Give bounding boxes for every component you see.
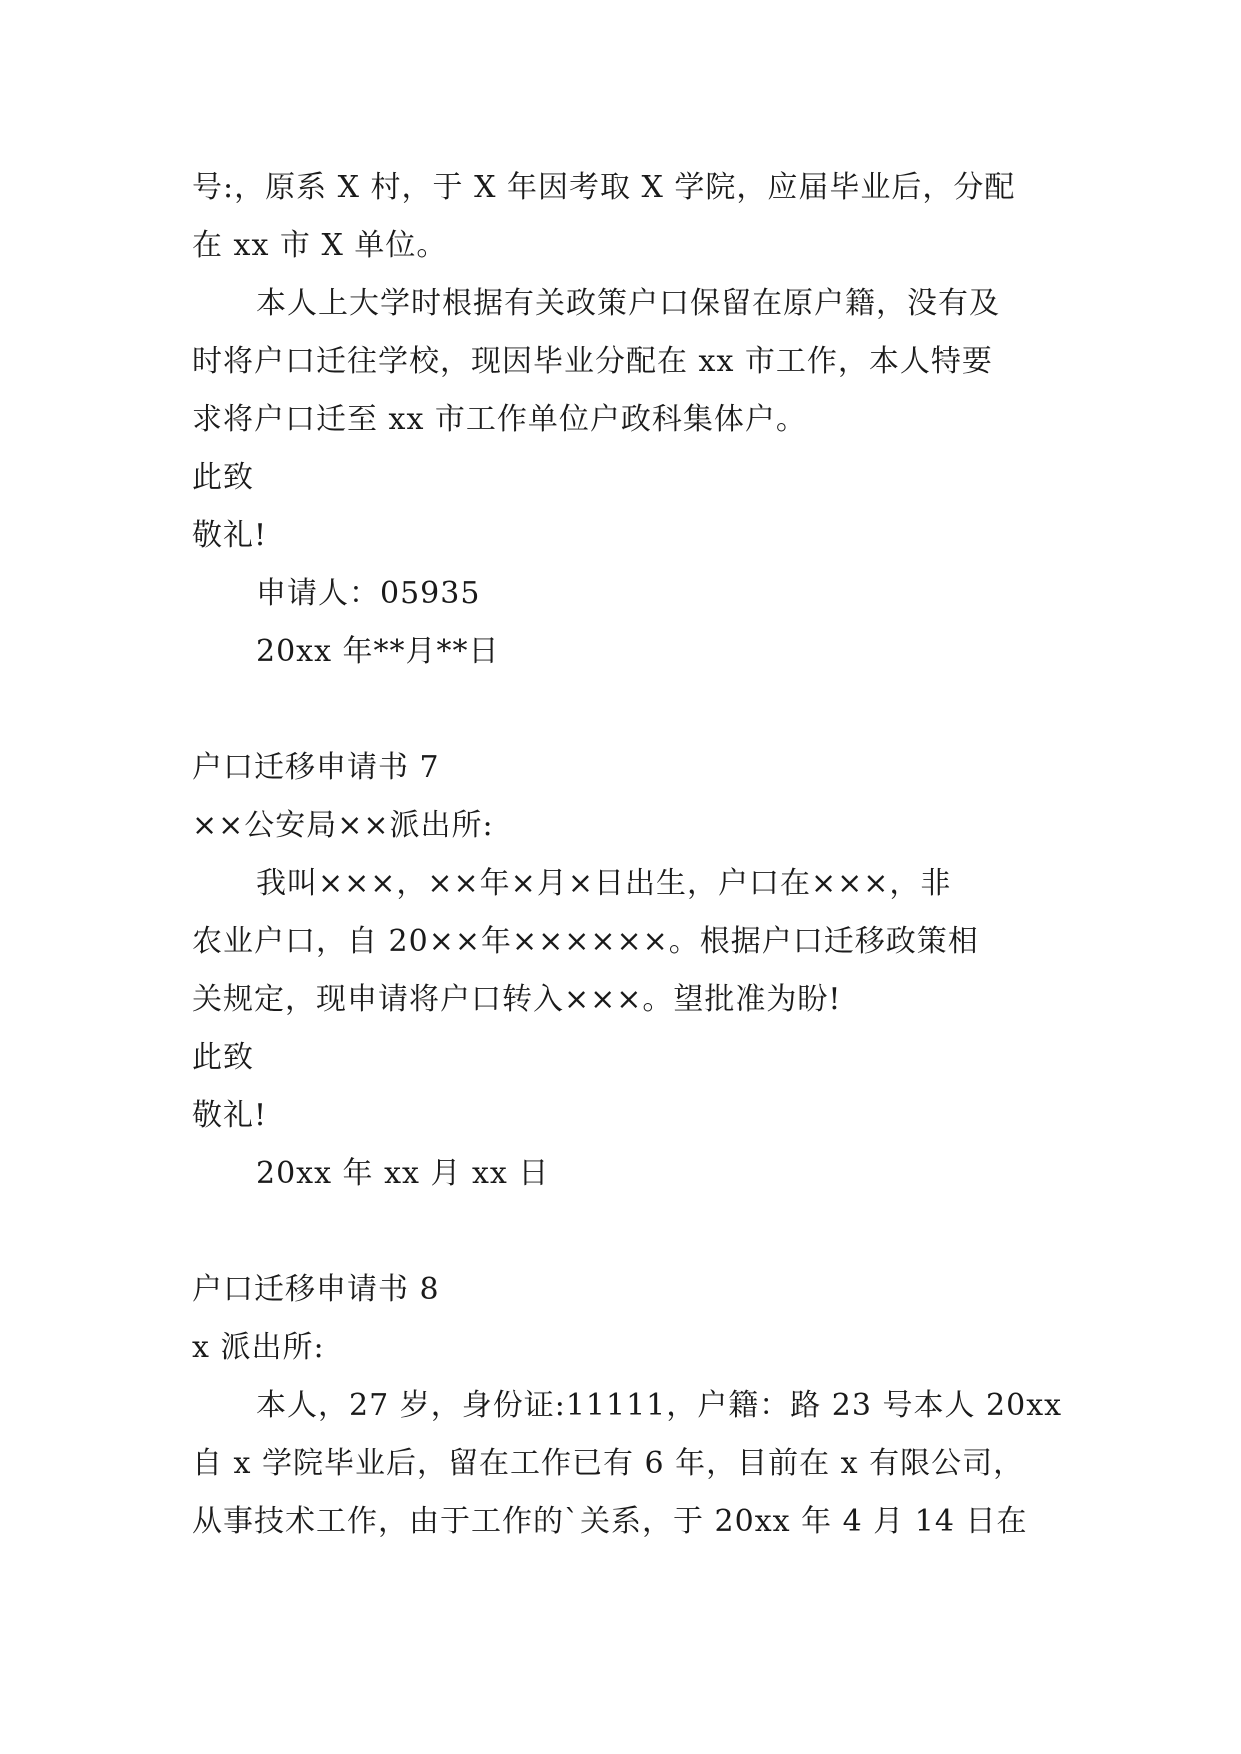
body-text-line: 号:，原系 X 村，于 X 年因考取 X 学院，应届毕业后，分配	[192, 170, 1016, 205]
applicant-signature: 申请人：05935	[256, 576, 481, 611]
addressee-line: x 派出所:	[192, 1330, 325, 1365]
body-text-line: 关规定，现申请将户口转入×××。望批准为盼!	[192, 982, 842, 1017]
closing-regards: 敬礼!	[192, 1098, 268, 1133]
paragraph-first-line: 本人上大学时根据有关政策户口保留在原户籍，没有及	[256, 286, 1000, 321]
date-line: 20xx 年**月**日	[256, 634, 500, 669]
date-line: 20xx 年 xx 月 xx 日	[256, 1156, 550, 1191]
body-text-line: 从事技术工作，由于工作的`关系，于 20xx 年 4 月 14 日在	[192, 1504, 1028, 1539]
addressee-line: ××公安局××派出所:	[192, 808, 494, 843]
body-text-line: 求将户口迁至 xx 市工作单位户政科集体户。	[192, 402, 807, 437]
body-text-line: 时将户口迁往学校，现因毕业分配在 xx 市工作，本人特要	[192, 344, 993, 379]
body-text-line: 自 x 学院毕业后，留在工作已有 6 年，目前在 x 有限公司，	[192, 1446, 1025, 1481]
paragraph-first-line: 我叫×××，××年×月×日出生，户口在×××，非	[256, 866, 952, 901]
section-heading: 户口迁移申请书 8	[192, 1272, 440, 1307]
closing-salutation: 此致	[192, 1040, 254, 1075]
body-text-line: 在 xx 市 X 单位。	[192, 228, 448, 263]
section-heading: 户口迁移申请书 7	[192, 750, 440, 785]
paragraph-first-line: 本人，27 岁，身份证:11111，户籍：路 23 号本人 20xx	[256, 1388, 1063, 1423]
closing-regards: 敬礼!	[192, 518, 268, 553]
body-text-line: 农业户口，自 20××年××××××。根据户口迁移政策相	[192, 924, 979, 959]
closing-salutation: 此致	[192, 460, 254, 495]
